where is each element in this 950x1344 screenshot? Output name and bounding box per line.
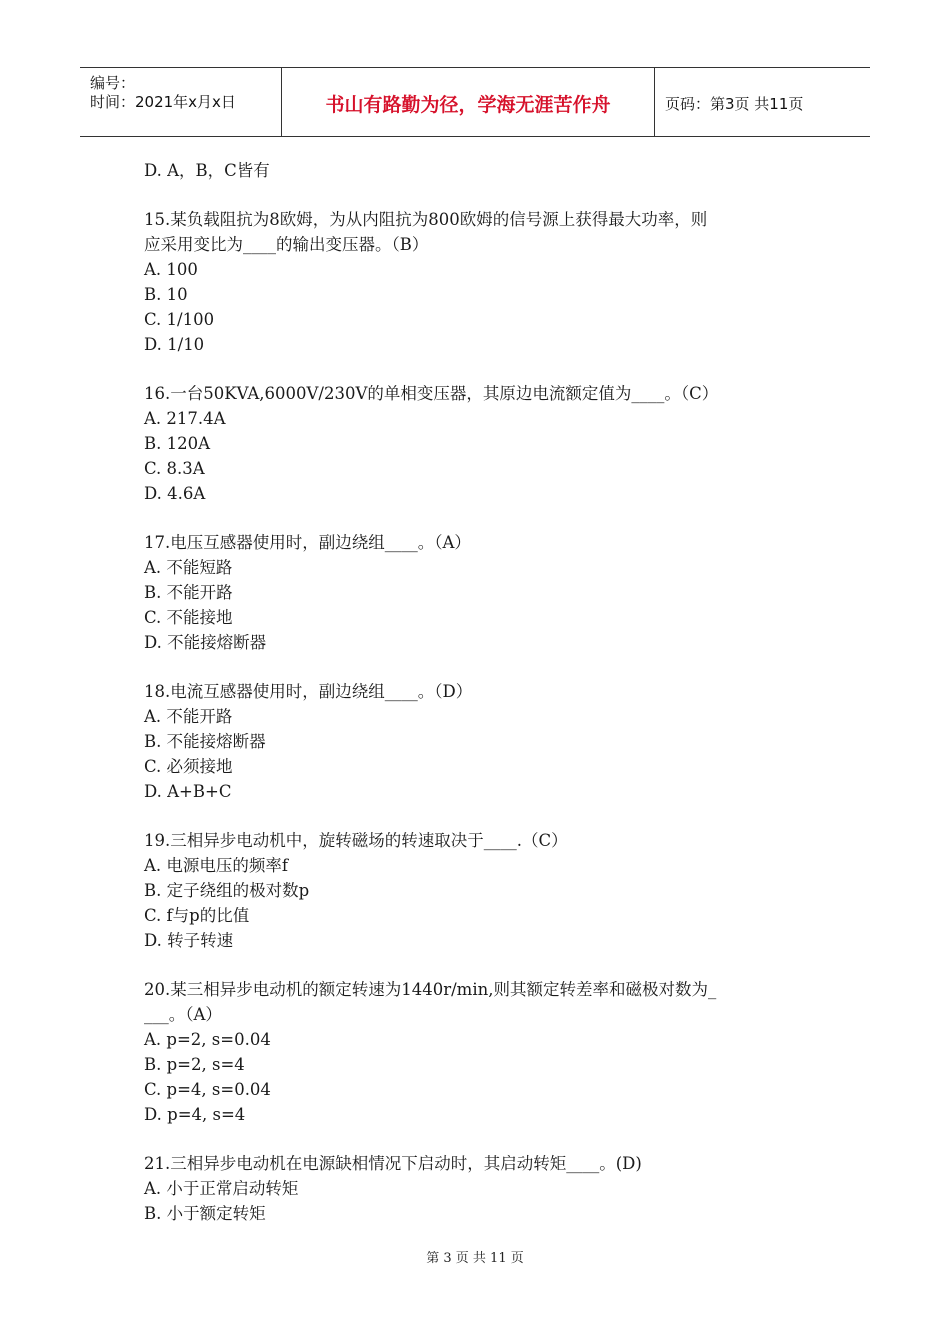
question-line: D. p=4, s=4 [144, 1105, 246, 1124]
question-line: ___。（A） [144, 1005, 222, 1024]
question-line: 应采用变比为____的输出变压器。（B） [144, 235, 429, 254]
question-line: D. 4.6A [144, 484, 206, 503]
question-block [144, 1151, 824, 1226]
question-line: B. 不能接熔断器 [144, 732, 266, 751]
question-block [144, 679, 824, 804]
question-line: C. 必须接地 [144, 757, 233, 776]
question-line: A. 217.4A [144, 409, 226, 428]
question-line: B. 10 [144, 285, 188, 304]
header-meta-cell [80, 68, 282, 136]
question-line: 15.某负载阻抗为8欧姆，为从内阻抗为800欧姆的信号源上获得最大功率，则 [144, 210, 708, 229]
block-spacer [144, 655, 824, 679]
question-block [144, 977, 824, 1127]
document-date-label: 时间：2021年x月x日 [90, 93, 236, 111]
question-line: A. 小于正常启动转矩 [144, 1179, 299, 1198]
question-block [144, 828, 824, 953]
header-motto-cell [282, 68, 655, 136]
question-line: 21.三相异步电动机在电源缺相情况下启动时，其启动转矩____。(D) [144, 1154, 642, 1173]
question-line: 17.电压互感器使用时，副边绕组____。（A） [144, 533, 471, 552]
block-spacer [144, 183, 824, 207]
block-spacer [144, 804, 824, 828]
header-page-info: 页码：第3页 共11页 [665, 95, 804, 113]
question-line: D. A+B+C [144, 782, 232, 801]
question-line: C. f与p的比值 [144, 906, 250, 925]
question-block [144, 158, 824, 183]
question-line: C. 不能接地 [144, 608, 233, 627]
question-line: B. 小于额定转矩 [144, 1204, 266, 1223]
question-line: 16.一台50KVA,6000V/230V的单相变压器，其原边电流额定值为____。（C） [144, 384, 719, 403]
question-line: B. p=2, s=4 [144, 1055, 245, 1074]
block-spacer [144, 506, 824, 530]
question-line: B. 120A [144, 434, 211, 453]
block-spacer [144, 953, 824, 977]
question-block [144, 530, 824, 655]
question-line: A. p=2, s=0.04 [144, 1030, 271, 1049]
page-footer: 第 3 页 共 11 页 [426, 1251, 524, 1266]
question-line: D. 1/10 [144, 335, 205, 354]
question-list [144, 158, 824, 1226]
question-line: B. 不能开路 [144, 583, 233, 602]
document-number-label: 编号： [90, 74, 136, 92]
block-spacer [144, 357, 824, 381]
question-line: D. 转子转速 [144, 931, 234, 950]
question-line: 18.电流互感器使用时，副边绕组____。（D） [144, 682, 473, 701]
block-spacer [144, 1127, 824, 1151]
question-line: C. 8.3A [144, 459, 205, 478]
question-line: C. 1/100 [144, 310, 215, 329]
question-line: A. 100 [144, 260, 198, 279]
question-line: A. 电源电压的频率f [144, 856, 289, 875]
question-line: A. 不能开路 [144, 707, 233, 726]
question-line: C. p=4, s=0.04 [144, 1080, 271, 1099]
question-line: D. 不能接熔断器 [144, 633, 267, 652]
question-block [144, 381, 824, 506]
question-line: 20.某三相异步电动机的额定转速为1440r/min,则其额定转差率和磁极对数为_ [144, 980, 717, 999]
question-line: D. A，B，C皆有 [144, 161, 270, 180]
question-line: 19.三相异步电动机中，旋转磁场的转速取决于____.（C） [144, 831, 568, 850]
header-page-cell [655, 68, 870, 136]
page-header [80, 67, 870, 137]
question-line: A. 不能短路 [144, 558, 233, 577]
question-block [144, 207, 824, 357]
question-line: B. 定子绕组的极对数p [144, 881, 310, 900]
header-motto: 书山有路勤为径，学海无涯苦作舟 [325, 94, 611, 116]
